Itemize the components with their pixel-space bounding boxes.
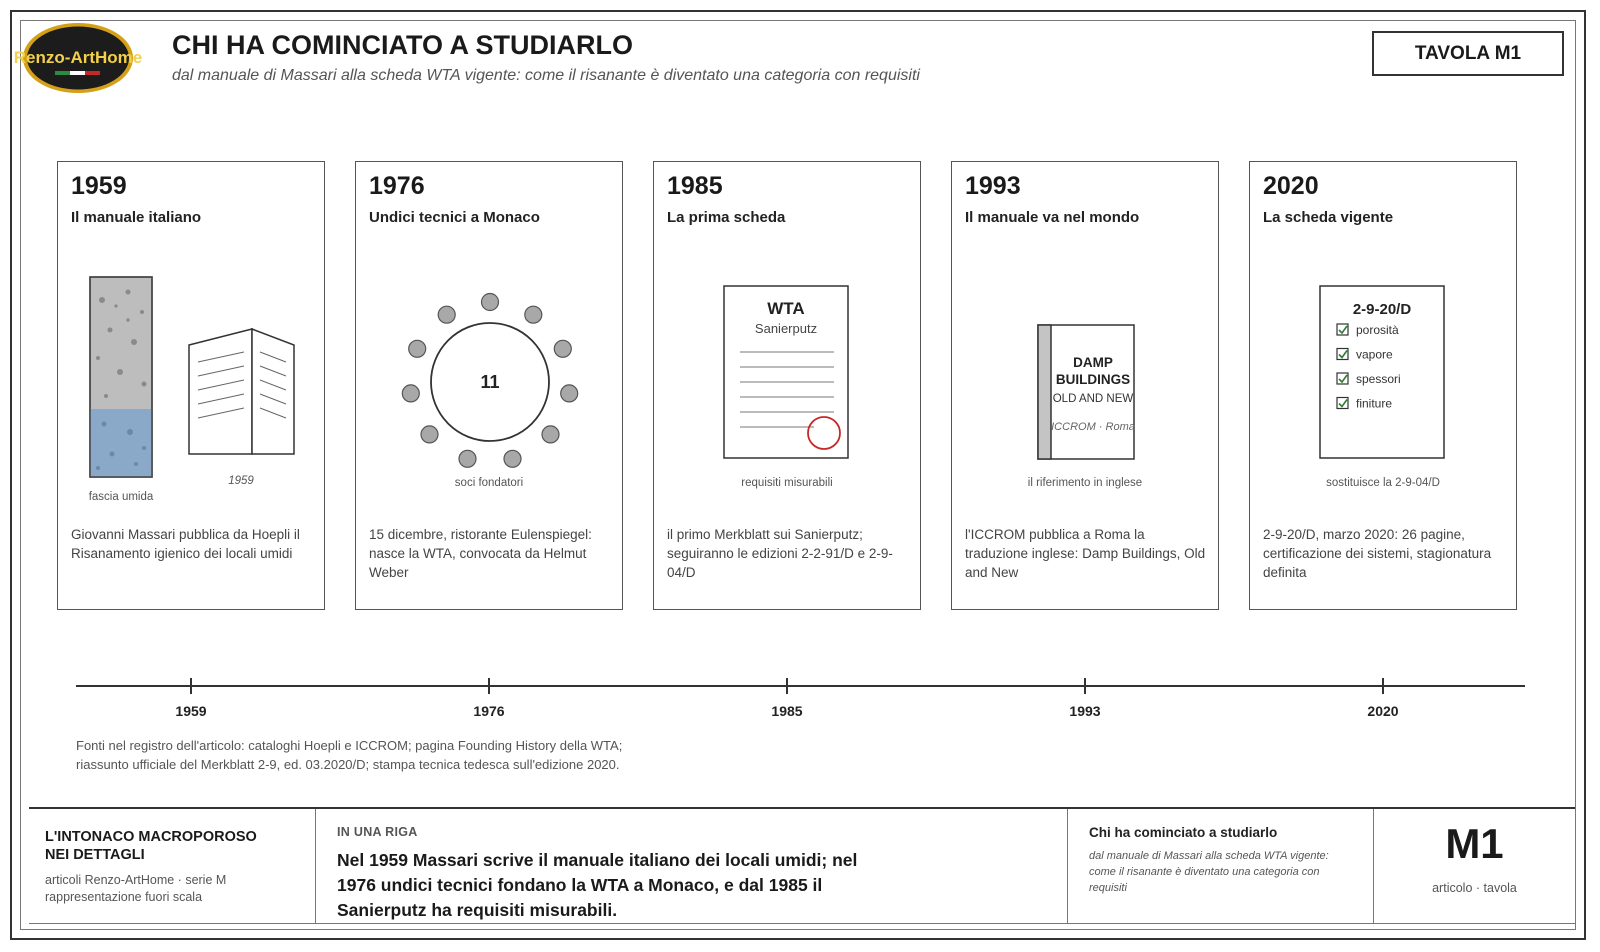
wall-label: fascia umida xyxy=(88,491,154,503)
card-description: l'ICCROM pubblica a Roma la traduzione inglese: Damp Buildings, Old and New xyxy=(965,527,1206,580)
timeline-label: 1993 xyxy=(1069,703,1101,719)
card-1985 xyxy=(653,161,921,610)
card-title: La scheda vigente xyxy=(1263,209,1394,226)
round-table-illustration xyxy=(356,162,624,522)
series-title xyxy=(45,828,257,864)
article-subtitle: dal manuale di Massari alla scheda WTA vigente: come il risanante è diventato una categoria con requisiti xyxy=(1089,850,1329,894)
card-caption: requisiti misurabili xyxy=(741,477,833,489)
book-publisher: ICCROM · Roma xyxy=(1051,421,1135,433)
wall-and-book-illustration xyxy=(58,162,326,522)
book-title-line: OLD AND NEW xyxy=(1052,393,1134,405)
card-title: Il manuale va nel mondo xyxy=(965,209,1140,226)
series-subtitle xyxy=(45,872,226,906)
book-icon xyxy=(1038,325,1134,459)
card-caption: il riferimento in inglese xyxy=(1027,477,1143,489)
timeline-label: 1959 xyxy=(175,703,207,719)
card-description: 15 dicembre, ristorante Eulenspiegel: nasce la WTA, convocata da Helmut Weber xyxy=(369,527,592,580)
card-caption: sostituisce la 2-9-04/D xyxy=(1326,477,1440,489)
series-title-line: NEI DETTAGLI xyxy=(45,847,145,863)
card-1976 xyxy=(355,161,623,610)
founders-count: 11 xyxy=(480,372,500,392)
founder-seat xyxy=(542,426,559,443)
card-caption: soci fondatori xyxy=(454,477,524,489)
book-cover-illustration xyxy=(952,162,1220,522)
founder-seat xyxy=(438,306,455,323)
card-year: 1993 xyxy=(965,172,1021,200)
footer-article xyxy=(1067,809,1373,923)
plate-code: M1 xyxy=(1445,820,1504,867)
series-subtitle-line: rappresentazione fuori scala xyxy=(45,890,203,904)
card-title: Il manuale italiano xyxy=(71,209,202,226)
card-description: Giovanni Massari pubblica da Hoepli il Risanamento igienico dei locali umidi xyxy=(71,527,300,561)
founder-seat xyxy=(554,340,571,357)
open-book-icon xyxy=(189,329,252,454)
book-title-line: BUILDINGS xyxy=(1055,372,1131,387)
card-year: 1976 xyxy=(369,172,425,200)
logo xyxy=(13,21,143,95)
card-year: 1959 xyxy=(71,172,127,200)
card-title: La prima scheda xyxy=(667,209,786,226)
summary-kicker: IN UNA RIGA xyxy=(337,825,418,839)
document-subtitle: Sanierputz xyxy=(754,321,818,336)
document-title: WTA xyxy=(767,299,805,318)
series-subtitle-line: articoli Renzo-ArtHome · serie M xyxy=(45,873,227,887)
founder-seat xyxy=(525,306,542,323)
founder-seat xyxy=(561,385,578,402)
card-description: 2-9-20/D, marzo 2020: 26 pagine, certificazione dei sistemi, stagionatura definita xyxy=(1263,527,1492,580)
current-merkblatt-illustration xyxy=(1250,162,1518,522)
footer-summary xyxy=(315,809,1067,923)
founder-seat xyxy=(482,294,499,311)
footer-bar xyxy=(29,807,1575,924)
founder-seat xyxy=(402,385,419,402)
plate-code-label: articolo · tavola xyxy=(1432,881,1517,895)
sources-line: Fonti nel registro dell'articolo: cataloghi Hoepli e ICCROM; pagina Founding History della WTA; xyxy=(76,738,623,753)
sources-note xyxy=(76,736,622,774)
card-1959 xyxy=(57,161,325,610)
page-subtitle: dal manuale di Massari alla scheda WTA vigente: come il risanante è diventato una categoria con requisiti xyxy=(172,67,920,84)
founder-seat xyxy=(421,426,438,443)
card-year: 2020 xyxy=(1263,172,1319,200)
founder-seat xyxy=(459,450,476,467)
document-title: 2-9-20/D xyxy=(1352,301,1412,318)
book-title-line: DAMP xyxy=(1073,355,1113,370)
card-title: Undici tecnici a Monaco xyxy=(369,209,540,226)
card-description: il primo Merkblatt sui Sanierputz; seguiranno le edizioni 2-2-91/D e 2-9-04/D xyxy=(667,527,893,580)
timeline-label: 2020 xyxy=(1367,703,1399,719)
checklist-item: vapore xyxy=(1356,347,1393,362)
card-1993 xyxy=(951,161,1219,610)
footer-series xyxy=(29,809,315,923)
founder-seat xyxy=(504,450,521,467)
sources-line: riassunto ufficiale del Merkblatt 2-9, ed. 03.2020/D; stampa tecnica tedesca sull'edizione 2020. xyxy=(76,757,620,772)
book-year-label: 1959 xyxy=(228,475,254,487)
card-2020 xyxy=(1249,161,1517,610)
summary-text: Nel 1959 Massari scrive il manuale italiano dei locali umidi; nel 1976 undici tecnici fondano la WTA a Monaco, e dal 1985 il Sanierputz ha requisiti misurabili. xyxy=(337,850,858,920)
tavola-badge: TAVOLA M1 xyxy=(1372,31,1564,76)
logo-text: Renzo-ArtHome xyxy=(13,48,143,67)
footer-code xyxy=(1373,809,1575,923)
founder-seat xyxy=(409,340,426,357)
article-title: Chi ha cominciato a studiarlo xyxy=(1089,825,1278,840)
merkblatt-document-illustration xyxy=(654,162,922,522)
timeline-label: 1976 xyxy=(473,703,505,719)
checklist-item: porosità xyxy=(1356,323,1399,337)
series-title-line: L'INTONACO MACROPOROSO xyxy=(45,829,257,845)
page-title: CHI HA COMINCIATO A STUDIARLO xyxy=(172,30,633,60)
card-year: 1985 xyxy=(667,172,723,200)
checklist-item: finiture xyxy=(1356,396,1393,411)
timeline-label: 1985 xyxy=(771,703,803,719)
checklist-item: spessori xyxy=(1356,372,1401,386)
